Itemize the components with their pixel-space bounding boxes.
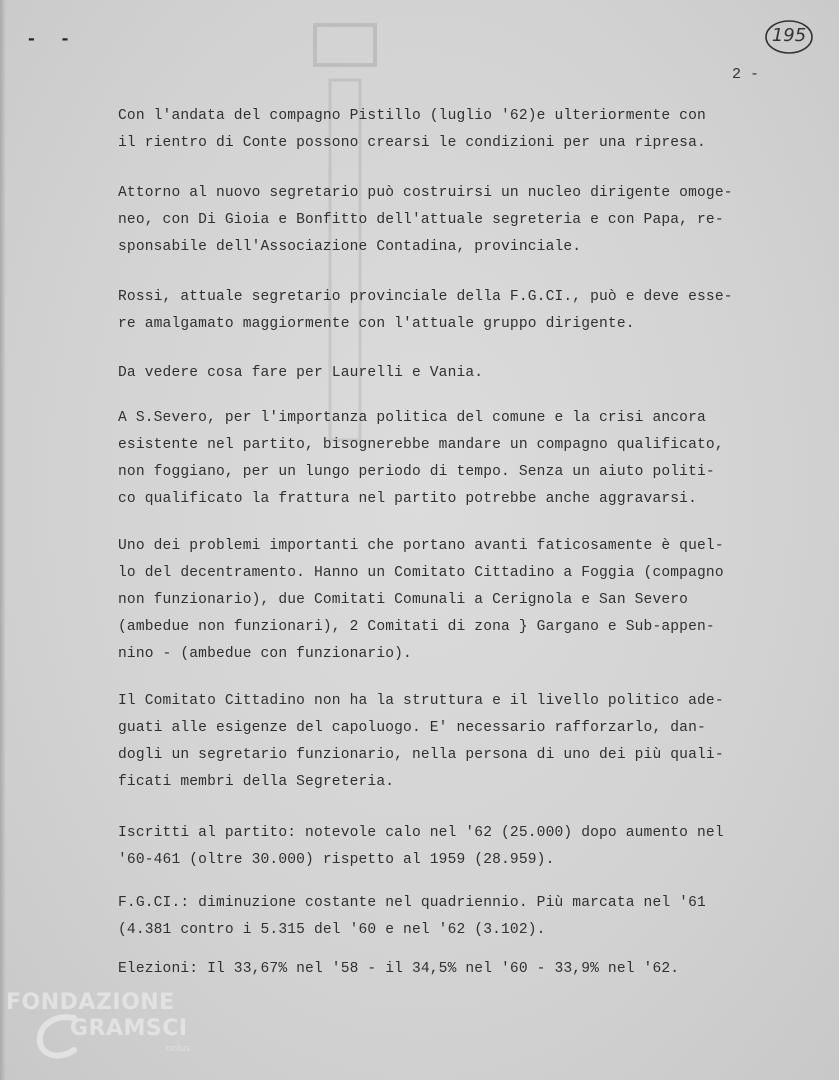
page-edge-shadow xyxy=(0,0,6,1080)
paragraph: A S.Severo, per l'importanza politica del comune e la crisi ancora esistente nel partito, bisognerebbe mandare un compagno qualificato, non foggiano, per un lungo periodo di tempo. Senza un aiuto politi- co qualificato la frattura nel partito potrebbe anche aggravarsi. xyxy=(118,410,724,507)
page-number: 2 - xyxy=(732,66,760,83)
paragraph: Rossi, attuale segretario provinciale della F.G.CI., può e deve esse- re amalgamato maggiormente con l'attuale gruppo dirigente. xyxy=(118,289,733,332)
archive-number-stamp xyxy=(764,18,814,56)
corner-mark: - - xyxy=(26,30,77,50)
paragraph: Attorno al nuovo segretario può costruirsi un nucleo dirigente omoge- neo, con Di Gioia e Bonfitto dell'attuale segreteria e con Papa, re- sponsabile dell'Associazione Contadina, provinciale. xyxy=(118,185,733,255)
watermark-line1: FONDAZIONE xyxy=(6,990,175,1015)
paragraph: Il Comitato Cittadino non ha la struttura e il livello politico ade- guati alle esigenze del capoluogo. E' necessario rafforzarlo, dan- dogli un segretario funzionario, nella persona di uno dei più quali- ficati membri della Segreteria. xyxy=(118,693,724,790)
paragraph: F.G.CI.: diminuzione costante nel quadriennio. Più marcata nel '61 (4.381 contro i 5.315 del '60 e nel '62 (3.102). xyxy=(118,895,706,938)
fondazione-gramsci-watermark xyxy=(6,986,216,1076)
watermark-line2: GRAMSCI xyxy=(70,1016,188,1041)
paragraph: Con l'andata del compagno Pistillo (luglio '62)e ulteriormente con il rientro di Conte possono crearsi le condizioni per una ripresa. xyxy=(118,108,706,151)
paragraph: Elezioni: Il 33,67% nel '58 - il 34,5% nel '60 - 33,9% nel '62. xyxy=(118,961,680,977)
watermark-sub: onlus xyxy=(166,1044,191,1054)
paragraph: Iscritti al partito: notevole calo nel '62 (25.000) dopo aumento nel '60-461 (oltre 30.000) rispetto al 1959 (28.959). xyxy=(118,825,724,868)
archive-number: 195 xyxy=(771,25,807,46)
paragraph: Uno dei problemi importanti che portano avanti faticosamente è quel- lo del decentramento. Hanno un Comitato Cittadino a Foggia (compagno non funzionario), due Comitati Comunali a Cerignola e San Severo (ambedue non funzionari), 2 Comitati di zona } Gargano e Sub-appen- nino - (ambedue con funzionario). xyxy=(118,538,724,662)
paragraph: Da vedere cosa fare per Laurelli e Vania. xyxy=(118,365,484,381)
